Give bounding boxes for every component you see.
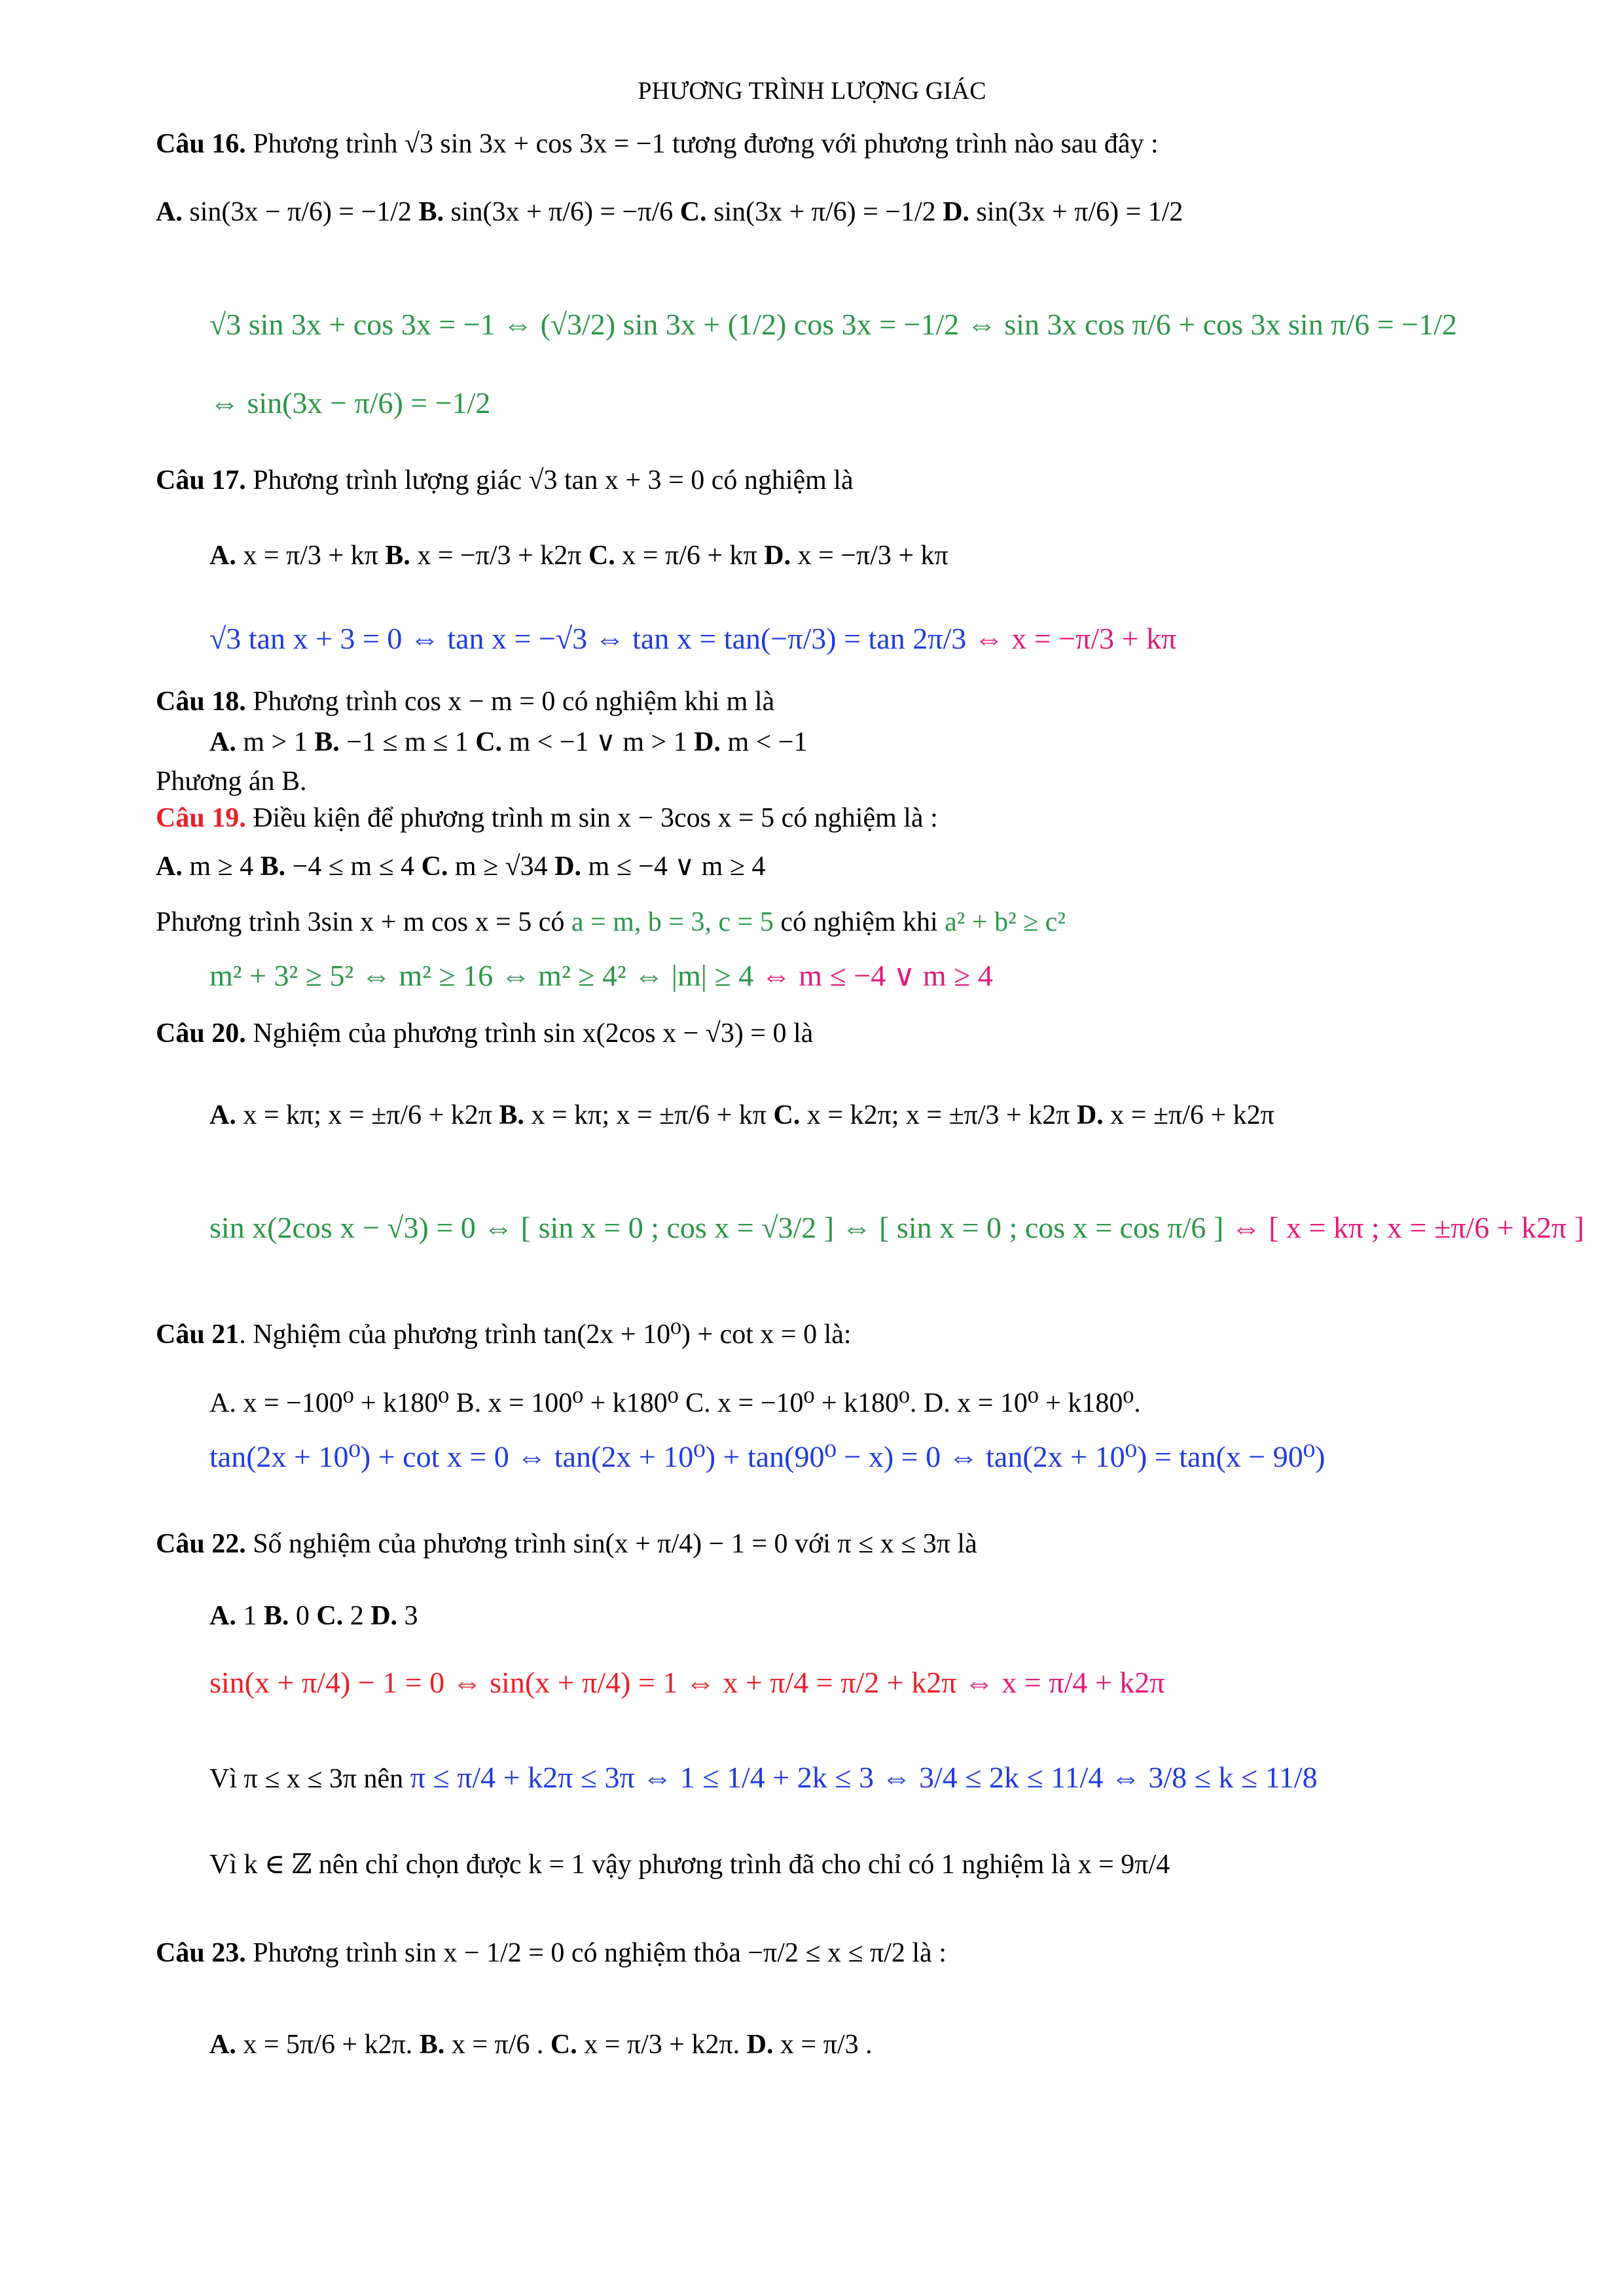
text-segment: . Nghiệm của phương trình tan(2x + 10⁰) + cot x = 0 là:	[239, 1319, 852, 1350]
text-segment: B.	[260, 852, 286, 882]
text-segment: x = kπ; x = ±π/6 + kπ	[524, 1100, 774, 1130]
text-segment: x = π/6 + kπ	[615, 541, 765, 571]
text-segment: ⇔ x = π/4 + k2π	[964, 1666, 1165, 1699]
text-segment: π ≤ π/4 + k2π ≤ 3π ⇔ 1 ≤ 1/4 + 2k ≤ 3 ⇔ 3/4 ≤ 2k ≤ 11/4 ⇔ 3/8 ≤ k ≤ 11/8	[410, 1761, 1318, 1794]
text-segment: x = kπ; x = ±π/6 + k2π	[236, 1100, 499, 1130]
text-line	[156, 851, 765, 882]
text-line	[209, 1388, 1141, 1419]
text-segment: x = −π/3 + k2π	[410, 541, 588, 571]
text-segment: x = π/3 .	[773, 2030, 873, 2060]
text-segment: Vì π ≤ x ≤ 3π nên	[209, 1764, 410, 1794]
text-segment: B.	[499, 1100, 524, 1130]
text-segment: Câu 17.	[156, 465, 246, 495]
text-line	[209, 1211, 1584, 1246]
text-line	[209, 1100, 1274, 1131]
text-segment: sin(3x + π/6) = −1/2	[706, 197, 943, 227]
text-segment: C.	[550, 2030, 577, 2060]
text-segment: B.	[419, 2030, 445, 2060]
text-segment: B.	[418, 197, 444, 227]
text-segment: a² + b² ≥ c²	[945, 907, 1066, 937]
text-line	[209, 1666, 1165, 1700]
text-segment: A.	[209, 2030, 236, 2060]
text-line	[209, 1600, 418, 1632]
text-line	[209, 1761, 1318, 1795]
text-segment: Phương trình √3 sin 3x + cos 3x = −1 tương đương với phương trình nào sau đây :	[245, 129, 1159, 159]
text-segment: A. x = −100⁰ + k180⁰ B. x = 100⁰ + k180⁰ C. x = −10⁰ + k180⁰. D. x = 10⁰ + k180⁰.	[209, 1388, 1141, 1418]
text-segment: 3	[397, 1601, 418, 1631]
text-segment: Câu 22.	[156, 1529, 246, 1559]
text-segment: 0	[289, 1601, 317, 1631]
text-segment: D.	[554, 852, 582, 882]
text-segment: Phương án B.	[156, 766, 307, 797]
text-segment: Vì k ∈ ℤ nên chỉ chọn được k = 1 vậy phương trình đã cho chỉ có 1 nghiệm là x = 9π/4	[209, 1850, 1170, 1880]
text-segment: x = π/6 .	[444, 2030, 550, 2060]
text-segment: D.	[694, 727, 721, 757]
text-segment: Câu 23.	[156, 1938, 246, 1968]
text-segment: tan(2x + 10⁰) + cot x = 0 ⇔ tan(2x + 10⁰) + tan(90⁰ − x) = 0 ⇔ tan(2x + 10⁰) = tan(x − 90⁰)	[209, 1440, 1326, 1473]
text-segment: m < −1	[721, 727, 808, 757]
text-segment: x = ±π/6 + k2π	[1103, 1100, 1274, 1130]
text-segment: Câu 18.	[156, 687, 246, 717]
text-line	[209, 1849, 1170, 1880]
text-segment: B.	[385, 541, 410, 571]
text-segment: A.	[156, 197, 183, 227]
text-segment: Câu 20.	[156, 1018, 246, 1049]
text-segment: sin(3x − π/6) = −1/2	[182, 197, 419, 227]
page-header: PHƯƠNG TRÌNH LƯỢNG GIÁC	[638, 77, 986, 105]
text-line	[209, 308, 1457, 342]
text-segment: Số nghiệm của phương trình sin(x + π/4) − 1 = 0 với π ≤ x ≤ 3π là	[245, 1529, 977, 1559]
text-segment: m² + 3² ≥ 5² ⇔ m² ≥ 16 ⇔ m² ≥ 4² ⇔ |m| ≥ 4	[209, 959, 761, 992]
text-segment: √3 tan x + 3 = 0 ⇔ tan x = −√3 ⇔ tan x = tan(−π/3) = tan 2π/3	[209, 622, 974, 655]
text-segment: m ≥ √34	[448, 852, 555, 882]
text-segment: có nghiệm khi	[773, 907, 945, 937]
text-segment: D.	[746, 2030, 774, 2060]
text-segment: ⇔ x = −π/3 + kπ	[973, 622, 1177, 655]
text-segment: 2	[343, 1601, 371, 1631]
text-segment: a = m, b = 3, c = 5	[571, 907, 774, 937]
text-segment: A.	[156, 852, 183, 882]
text-line	[156, 802, 938, 834]
text-segment: Phương trình sin x − 1/2 = 0 có nghiệm thỏa −π/2 ≤ x ≤ π/2 là :	[245, 1938, 947, 1968]
text-line	[156, 1528, 977, 1560]
text-segment: m < −1 ∨ m > 1	[502, 727, 695, 757]
text-segment: C.	[421, 852, 448, 882]
text-segment: A.	[209, 1100, 236, 1130]
text-segment: D.	[1076, 1100, 1104, 1130]
text-segment: Điều kiện để phương trình m sin x − 3cos x = 5 có nghiệm là :	[245, 803, 938, 833]
text-line	[209, 1440, 1326, 1475]
text-segment: 1	[236, 1601, 264, 1631]
text-segment: m > 1	[236, 727, 315, 757]
text-segment: sin x(2cos x − √3) = 0 ⇔ [ sin x = 0 ; cos x = √3/2 ] ⇔ [ sin x = 0 ; cos x = cos π/6 ]	[209, 1211, 1231, 1244]
text-line	[156, 1319, 852, 1350]
text-segment: x = π/3 + k2π.	[577, 2030, 747, 2060]
text-segment: C.	[679, 197, 707, 227]
text-line	[156, 686, 774, 717]
text-line	[209, 622, 1176, 656]
text-segment: m ≤ −4 ∨ m ≥ 4	[581, 852, 766, 882]
text-line	[209, 726, 808, 758]
text-segment: D.	[764, 541, 791, 571]
text-line	[156, 766, 307, 797]
text-segment: Phương trình 3sin x + m cos x = 5 có	[156, 907, 571, 937]
text-segment: D.	[943, 197, 970, 227]
text-segment: sin(3x + π/6) = 1/2	[969, 197, 1183, 227]
text-line	[209, 540, 948, 571]
text-segment: Câu 19.	[156, 803, 246, 833]
text-segment: m ≥ 4	[182, 852, 261, 882]
text-segment: x = 5π/6 + k2π.	[236, 2030, 420, 2060]
text-line	[156, 196, 1183, 228]
text-line	[156, 465, 854, 496]
text-segment: ⇔ [ x = kπ ; x = ±π/6 + k2π ]	[1231, 1211, 1585, 1244]
text-segment: −1 ≤ m ≤ 1	[339, 727, 476, 757]
text-line	[156, 906, 1066, 938]
text-segment: C.	[773, 1100, 801, 1130]
text-segment: A.	[209, 541, 236, 571]
text-line	[209, 959, 993, 994]
text-segment: Phương trình lượng giác √3 tan x + 3 = 0 có nghiệm là	[245, 465, 854, 495]
text-segment: Nghiệm của phương trình sin x(2cos x − √3) = 0 là	[245, 1018, 814, 1049]
text-segment: C.	[588, 541, 615, 571]
text-line	[156, 1018, 813, 1049]
text-segment: C.	[475, 727, 503, 757]
text-segment: Phương trình cos x − m = 0 có nghiệm khi m là	[245, 687, 775, 717]
text-segment: Câu 16.	[156, 129, 246, 159]
text-segment: sin(x + π/4) − 1 = 0 ⇔ sin(x + π/4) = 1 ⇔ x + π/4 = π/2 + k2π	[209, 1666, 964, 1699]
text-segment: C.	[316, 1601, 344, 1631]
text-line	[156, 1937, 947, 1969]
text-segment: ⇔ sin(3x − π/6) = −1/2	[209, 386, 491, 420]
text-segment: x = k2π; x = ±π/3 + k2π	[800, 1100, 1077, 1130]
text-segment: B.	[314, 727, 340, 757]
text-segment: Câu 21	[156, 1319, 240, 1350]
text-segment: ⇔ m ≤ −4 ∨ m ≥ 4	[761, 959, 993, 992]
text-segment: x = −π/3 + kπ	[791, 541, 948, 571]
text-segment: sin(3x + π/6) = −π/6	[443, 197, 680, 227]
text-segment: −4 ≤ m ≤ 4	[285, 852, 422, 882]
text-segment: A.	[209, 727, 236, 757]
text-segment: D.	[370, 1601, 398, 1631]
text-segment: √3 sin 3x + cos 3x = −1 ⇔ (√3/2) sin 3x + (1/2) cos 3x = −1/2 ⇔ sin 3x cos π/6 + cos 3x sin π/6 = −1/2	[209, 308, 1457, 341]
text-segment: B.	[263, 1601, 289, 1631]
text-line	[209, 386, 490, 421]
text-line	[156, 128, 1159, 160]
text-segment: x = π/3 + kπ	[236, 541, 386, 571]
text-segment: A.	[209, 1601, 236, 1631]
text-line	[209, 2029, 873, 2060]
